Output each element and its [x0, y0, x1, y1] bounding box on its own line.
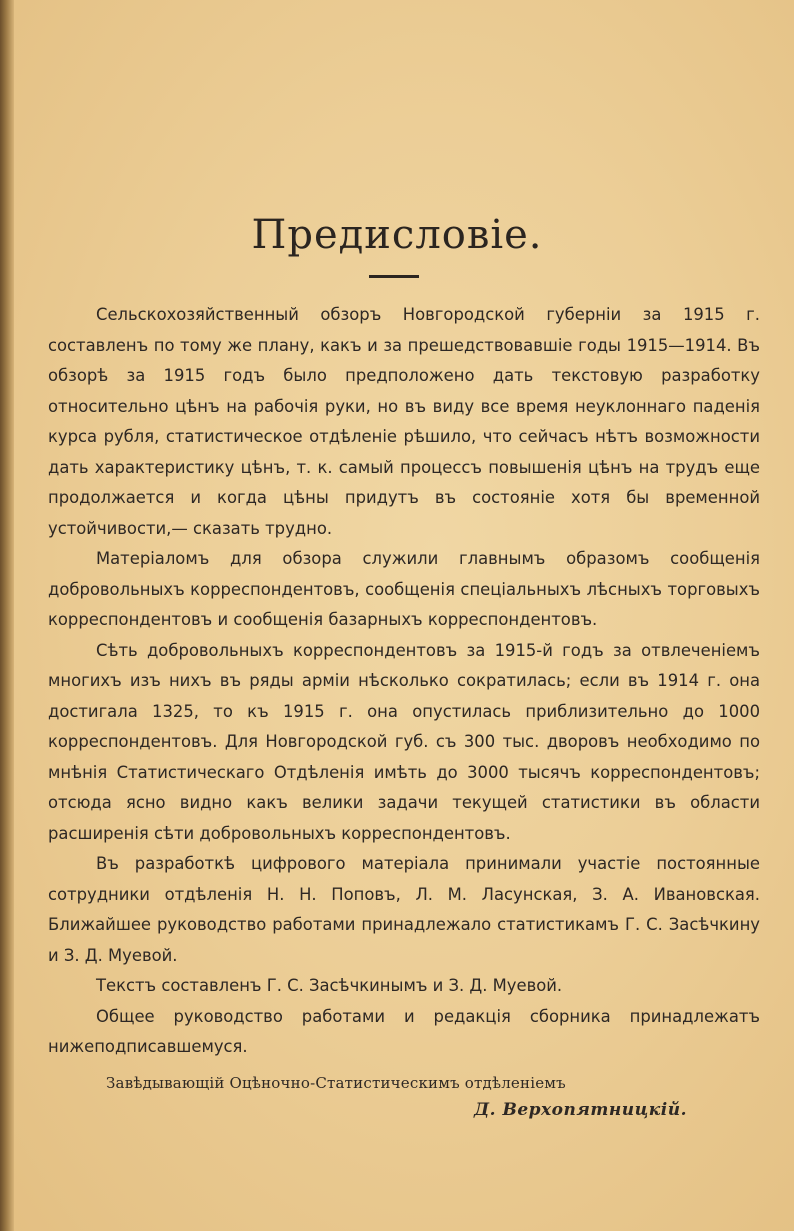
page-title: Предисловіе. — [251, 212, 543, 258]
paragraph-general-direction: Общее руководство работами и редакція сборника принадлежатъ нижеподписавшемуся. — [48, 1006, 760, 1056]
paragraph-text-authors: Текстъ составленъ Г. С. Засѣчкинымъ и З. Д. Муевой. — [96, 976, 563, 995]
paragraph-staff: Въ разработкѣ цифрового матеріала принимали участіе постоянные сотрудники отдѣленія Н. Н. Поповъ, Л. М. Ласунская, З. А. Ивановская. Ближайшее руководство работами принадлежало статистикамъ Г. С. Засѣчкину и З. Д. Муевой. — [48, 854, 760, 965]
signature-role: Завѣдывающій Оцѣночно-Статистическимъ отдѣленіемъ — [106, 1074, 566, 1092]
preface-body — [48, 300, 760, 1063]
paragraph-overview: Сельскохозяйственный обзоръ Новгородской губерніи за 1915 г. составленъ по тому же плану, какъ и за прешедствовавшіе годы 1915—1914. Въ обзорѣ за 1915 годъ было предположено дать текстовую разработку относительно цѣнъ на рабочія руки, но въ виду все время неуклоннаго паденія курса рубля, статистическое отдѣленіе рѣшило, что сейчасъ нѣтъ возможности дать характеристику цѣнъ, т. к. самый процессъ повышенія цѣнъ на трудъ еще продолжается и когда цѣны придутъ въ состояніе хотя бы временной устойчивости,— сказать трудно. — [48, 305, 760, 538]
signature-name: Д. Верхопятницкій. — [474, 1100, 688, 1120]
title-underline-rule — [369, 275, 419, 278]
book-spine-edge — [0, 0, 14, 1231]
paragraph-materials: Матеріаломъ для обзора служили главнымъ образомъ сообщенія добровольныхъ корреспондентовъ, сообщенія спеціальныхъ лѣсныхъ торговыхъ корреспондентовъ и сообщенія базарныхъ корреспондентовъ. — [48, 549, 760, 629]
paragraph-correspondent-network: Сѣть добровольныхъ корреспондентовъ за 1915-й годъ за отвлеченіемъ многихъ изъ нихъ въ ряды арміи нѣсколько сократилась; если въ 1914 г. она достигала 1325, то къ 1915 г. она опустилась приблизительно до 1000 корреспондентовъ. Для Новгородской губ. съ 300 тыс. дворовъ необходимо по мнѣнія Статистическаго Отдѣленія имѣть до 3000 тысячъ корреспондентовъ; отсюда ясно видно какъ велики задачи текущей статистики въ области расширенія сѣти добровольныхъ корреспондентовъ. — [48, 640, 760, 843]
